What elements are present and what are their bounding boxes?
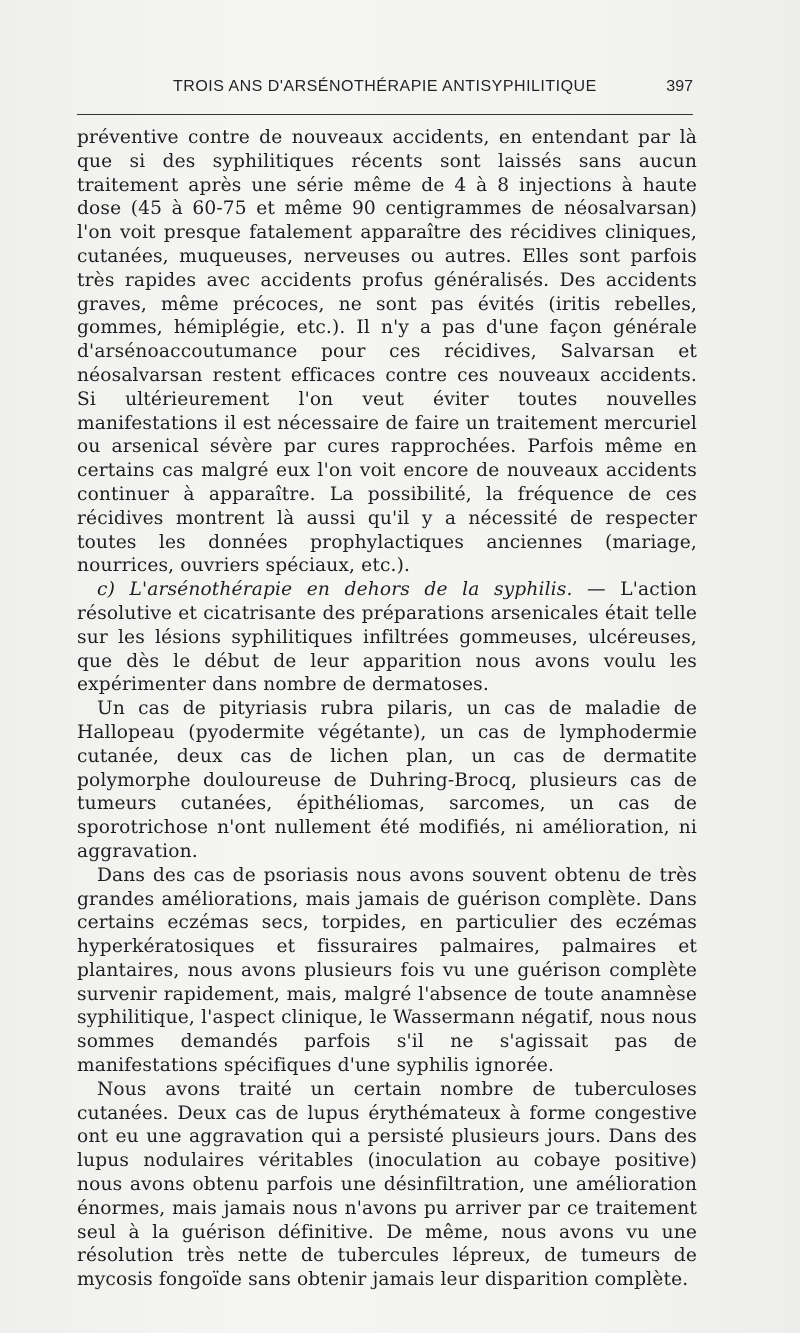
section-heading-c: c) L'arsénothérapie en dehors de la syphilis. [97, 579, 573, 601]
paragraph-5: Nous avons traité un certain nombre de tuberculoses cutanées. Deux cas de lupus érythémateux à forme congestive ont eu une aggravation qui a persisté plusieurs jours. Dans des lupus nodulaires véritables (inoculation au cobaye positive) nous avons obtenu parfois une désinfiltration, une amélioration énormes, mais jamais nous n'avons pu arriver par ce traitement seul à la guérison définitive. De même, nous avons vu une résolution très nette de tubercules lépreux, de tumeurs de mycosis fongoïde sans obtenir jamais leur disparition complète. [77, 1078, 697, 1291]
running-head [77, 78, 693, 102]
running-title: TROIS ANS D'ARSÉNOTHÉRAPIE ANTISYPHILITIQUE [173, 78, 597, 95]
page-number: 397 [666, 78, 693, 95]
paragraph-2-text: — L'action résolutive et cicatrisante des préparations arsenicales était telle sur les lésions syphilitiques infiltrées gommeuses, ulcéreuses, que dès le début de leur apparition nous avons voulu les expérimenter dans nombre de dermatoses. [77, 579, 697, 696]
paragraph-4: Dans des cas de psoriasis nous avons souvent obtenu de très grandes améliorations, mais jamais de guérison complète. Dans certains eczémas secs, torpides, en particulier des eczémas hyperkératosiques et fissuraires palmaires, palmaires et plantaires, nous avons plusieurs fois vu une guérison complète survenir rapidement, mais, malgré l'absence de toute anamnèse syphilitique, l'aspect clinique, le Wassermann négatif, nous nous sommes demandés parfois s'il ne s'agissait pas de manifestations spécifiques d'une syphilis ignorée. [77, 864, 697, 1077]
header-rule [77, 114, 693, 115]
paragraph-3: Un cas de pityriasis rubra pilaris, un cas de maladie de Hallopeau (pyodermite végétante), un cas de lymphodermie cutanée, deux cas de lichen plan, un cas de dermatite polymorphe douloureuse de Duhring-Brocq, plusieurs cas de tumeurs cutanées, épithéliomas, sarcomes, un cas de sporotrichose n'ont nullement été modifiés, ni amélioration, ni aggravation. [77, 698, 697, 862]
paragraph-2 [77, 578, 697, 697]
body-text [77, 126, 697, 1292]
paragraph-1: préventive contre de nouveaux accidents, en entendant par là que si des syphilitiques récents sont laissés sans aucun traitement après une série même de 4 à 8 injections à haute dose (45 à 60-75 et même 90 centigrammes de néosalvarsan) l'on voit presque fatalement apparaître des récidives cliniques, cutanées, muqueuses, nerveuses ou autres. Elles sont parfois très rapides avec accidents profus généralisés. Des accidents graves, même précoces, ne sont pas évités (iritis rebelles, gommes, hémiplégie, etc.). Il n'y a pas d'une façon générale d'arsénoaccoutumance pour ces récidives, Salvarsan et néosalvarsan restent efficaces contre ces nouveaux accidents. Si ultérieurement l'on veut éviter toutes nouvelles manifestations il est nécessaire de faire un traitement mercuriel ou arsenical sévère par cures rapprochées. Parfois même en certains cas malgré eux l'on voit encore de nouveaux accidents continuer à apparaître. La possibilité, la fréquence de ces récidives montrent là aussi qu'il y a nécessité de respecter toutes les données prophylactiques anciennes (mariage, nourrices, ouvriers spéciaux, etc.). [77, 127, 697, 577]
